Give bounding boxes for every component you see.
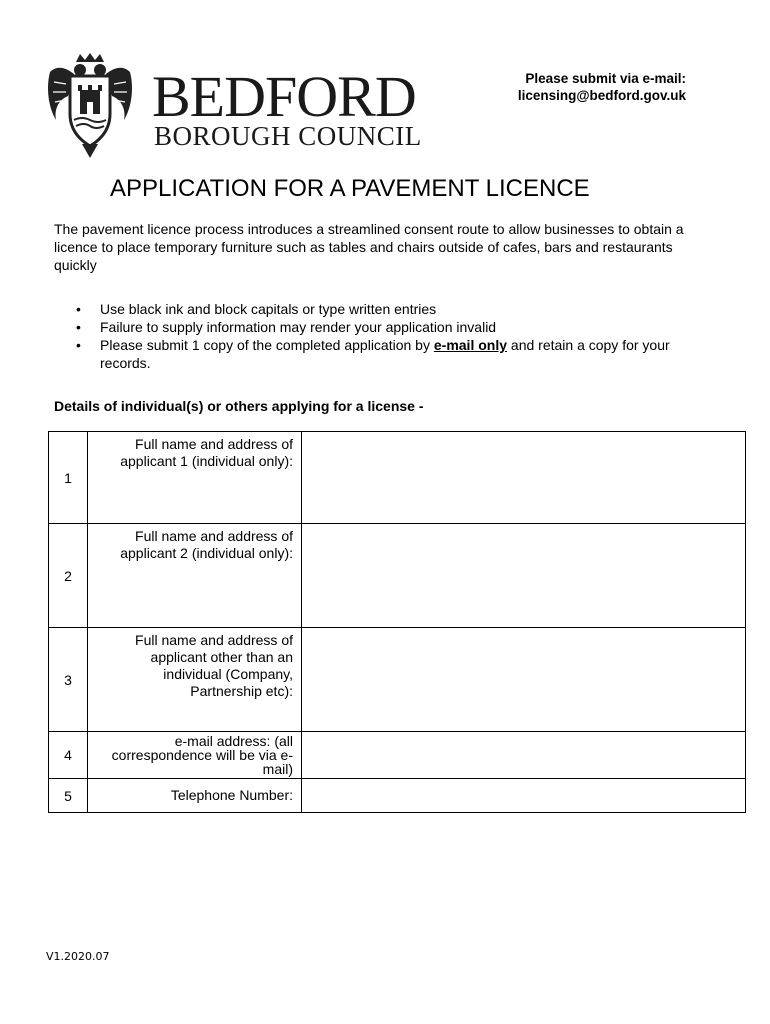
table-row <box>49 524 746 628</box>
email-field[interactable] <box>302 732 746 779</box>
list-item <box>54 336 714 372</box>
company-applicant-field[interactable] <box>302 628 746 732</box>
bullet-text: Use black ink and block capitals or type written entries <box>100 301 437 317</box>
row-number: 5 <box>49 779 88 813</box>
list-item <box>54 318 714 336</box>
bullet-icon: • <box>76 319 81 335</box>
bullet-icon: • <box>76 301 81 317</box>
bullet-text: and retain a copy for your records. <box>100 337 670 371</box>
telephone-field[interactable] <box>302 779 746 813</box>
row-number: 1 <box>49 432 88 524</box>
submit-email[interactable]: licensing@bedford.gov.uk <box>517 88 686 103</box>
table-row <box>49 732 746 779</box>
applicant-details-table <box>48 431 746 813</box>
logo-subtitle: BOROUGH COUNCIL <box>154 121 422 151</box>
table-row <box>49 432 746 524</box>
bullet-icon: • <box>76 337 81 353</box>
council-logo <box>44 52 444 162</box>
field-label: Full name and address of applicant 1 (individual only): <box>88 432 302 524</box>
submit-label: Please submit via e-mail: <box>525 71 686 86</box>
row-number: 4 <box>49 732 88 779</box>
field-label: Telephone Number: <box>88 779 302 813</box>
row-number: 2 <box>49 524 88 628</box>
table-row <box>49 628 746 732</box>
version-label: V1.2020.07 <box>46 950 110 963</box>
bullet-text: Failure to supply information may render your application invalid <box>100 319 497 335</box>
row-number: 3 <box>49 628 88 732</box>
intro-paragraph: The pavement licence process introduces a streamlined consent route to allow businesses to obtain a licence to place temporary furniture such as tables and chairs outside of cafes, bars and restaurants quickly <box>54 221 684 273</box>
bullet-text: Please submit 1 copy of the completed application by <box>100 337 434 353</box>
section-heading: Details of individual(s) or others applying for a license - <box>54 398 424 414</box>
applicant-2-field[interactable] <box>302 524 746 628</box>
instructions-list <box>54 300 714 372</box>
bedford-crest-icon <box>44 52 136 160</box>
field-label: Full name and address of applicant 2 (individual only): <box>88 524 302 628</box>
field-label: e-mail address: (all correspondence will be via e-mail) <box>88 732 302 779</box>
applicant-1-field[interactable] <box>302 432 746 524</box>
table-row <box>49 779 746 813</box>
page-title: APPLICATION FOR A PAVEMENT LICENCE <box>110 175 590 202</box>
logo-wordmark: BEDFORD <box>152 64 416 129</box>
field-label: Full name and address of applicant other than an individual (Company, Partnership etc): <box>88 628 302 732</box>
list-item <box>54 300 714 318</box>
emphasis-text: e-mail only <box>433 337 508 353</box>
submit-instructions <box>518 70 686 104</box>
